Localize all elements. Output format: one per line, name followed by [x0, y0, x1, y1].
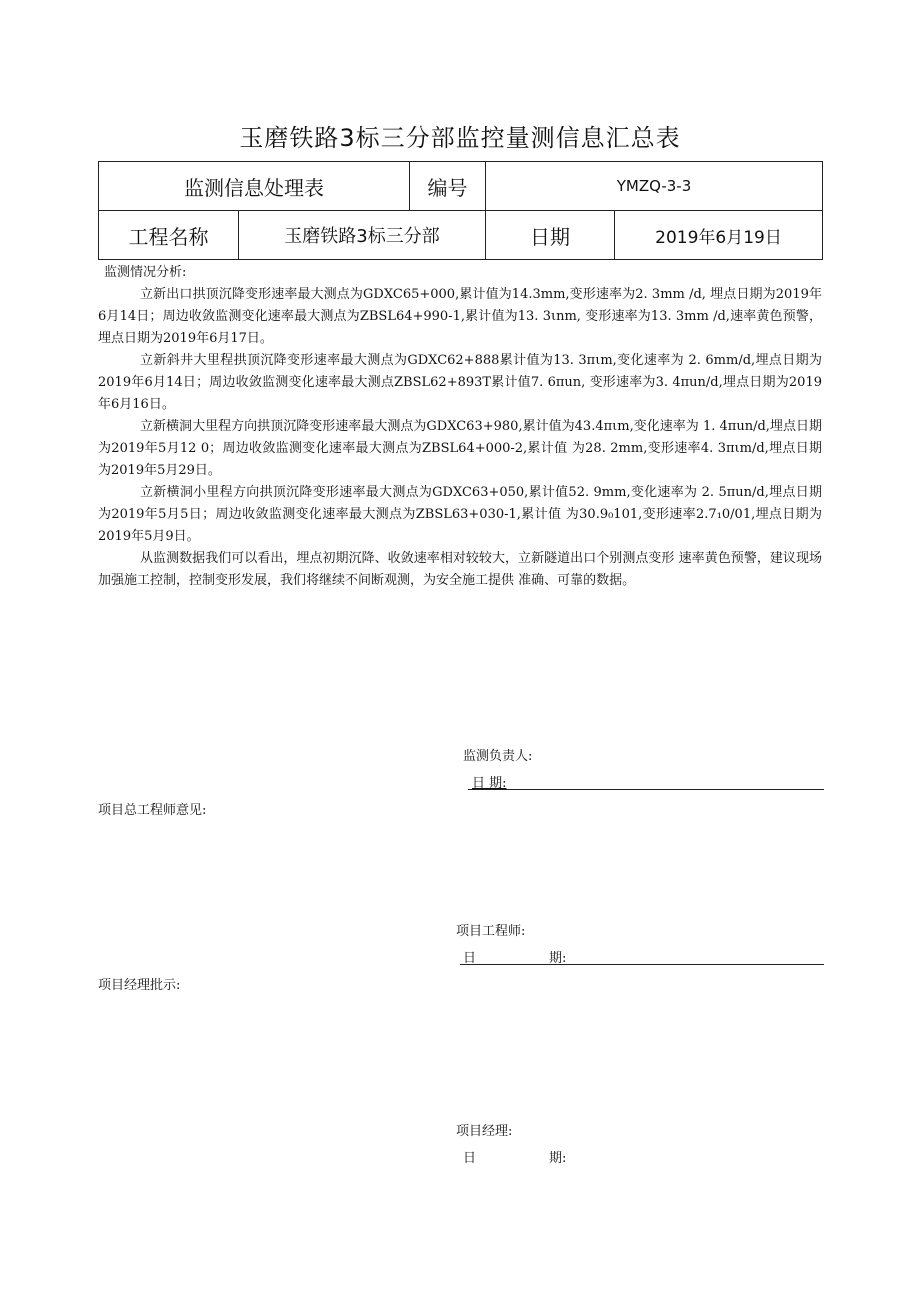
analysis-paragraph: 立新斜井大里程拱顶沉降变形速率最大测点为GDXC62+888累计值为13. 3πιm,变化速率为 2. 6mm/d,埋点日期为2019年6月14日；周边收敛监测变化速率最大测点ZBSL62+893T累计值7. 6πun, 变形速率为3. 4πun/d,埋点日期为2019年6月16日。 [98, 353, 822, 412]
date-value: 2019年6月19日 [615, 211, 823, 260]
manager-date-label-b: 期: [549, 1151, 567, 1166]
engineer-date-label-a: 日 [463, 951, 477, 966]
document-title: 玉磨铁路3标三分部监控量测信息汇总表 [239, 124, 681, 152]
monitor-date-label: 日 期: [472, 776, 507, 791]
project-label: 工程名称 [99, 211, 239, 260]
project-engineer-label: 项目工程师: [456, 924, 526, 939]
engineer-date-line [460, 964, 824, 965]
monitor-date-line [468, 789, 824, 790]
project-manager-label: 项目经理: [456, 1124, 513, 1139]
code-value: YMZQ-3-3 [486, 162, 823, 211]
analysis-label: 监测情况分析: [104, 265, 187, 280]
analysis-paragraph: 立新横洞小里程方向拱顶沉降变形速率最大测点为GDXC63+050,累计值52. 9mm,变化速率为 2. 5πun/d,埋点日期为2019年5月5日；周边收敛监测变化速率最大测点为ZBSL63+030-1,累计值 为30.9₀101,变形速率2.7₁0/01,埋点日期为2019年5月9日。 [98, 485, 822, 544]
header-row-project [99, 211, 823, 260]
analysis-paragraph: 立新横洞大里程方向拱顶沉降变形速率最大测点为GDXC63+980,累计值为43.4πιm,变化速率为 1. 4πun/d,埋点日期为2019年5月12 0；周边收敛监测变化速率最大测点为ZBSL64+000-2,累计值 为28. 2mm,变形速率4. 3πιm/d,埋点日期为2019年5月29日。 [98, 419, 822, 478]
engineer-date-label-b: 期: [549, 951, 567, 966]
header-table [98, 161, 823, 260]
project-value: 玉磨铁路3标三分部 [239, 211, 486, 260]
code-label: 编号 [410, 162, 486, 211]
date-label: 日期 [486, 211, 615, 260]
analysis-paragraph: 从监测数据我们可以看出，埋点初期沉降、收敛速率相对较较大，立新隧道出口个别测点变形 速率黄色预警，建议现场加强施工控制，控制变形发展，我们将继续不间断观测，为安全施工提供 准确、可靠的数据。 [98, 551, 822, 588]
header-row-form [99, 162, 823, 211]
chief-engineer-opinion-label: 项目总工程师意见: [98, 803, 207, 818]
manager-approval-label: 项目经理批示: [98, 978, 181, 993]
monitor-person-label: 监测负责人: [463, 749, 533, 764]
form-label: 监测信息处理表 [99, 162, 410, 211]
manager-date-label-a: 日 [463, 1151, 477, 1166]
analysis-paragraph: 立新出口拱顶沉降变形速率最大测点为GDXC65+000,累计值为14.3mm,变形速率为2. 3mm /d, 埋点日期为2019年6月14日；周边收敛监测变化速率最大测点为ZBSL64+990-1,累计值为13. 3ιnm, 变形速率为13. 3mm /d,速率黄色预警，埋点日期为2019年6月17日。 [98, 287, 822, 346]
analysis-section [98, 262, 822, 592]
